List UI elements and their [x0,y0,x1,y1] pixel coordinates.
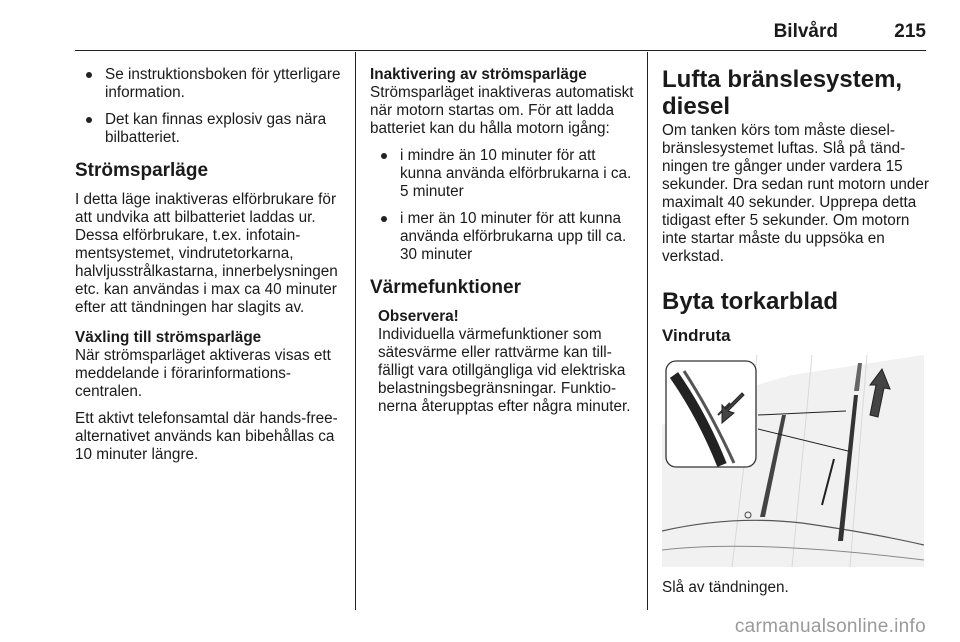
bullet-item: Det kan finnas explosiv gas nära bilbatteriet. [75,111,347,147]
column-3 [662,66,930,597]
bullet-item: Se instruktionsboken för ytterligare information. [75,66,347,102]
bullet-item: i mindre än 10 minuter för att kunna använda elförbrukarna i ca. 5 minuter [370,147,636,201]
subheading-inaktivering: Inaktivering av strömsparläge [370,66,587,83]
heading-lufta: Lufta bränslesystem, diesel [662,66,903,120]
column-1 [75,66,347,464]
section-title: Bilvård [773,21,838,42]
paragraph-vaxling: När strömsparläget aktiveras visas ett meddelande i förarinformationscentralen. [75,347,331,400]
watermark: carmanualsonline.info [734,616,926,637]
page-number: 215 [894,21,926,42]
paragraph-intro: I detta läge inaktiveras elförbrukare för att undvika att bilbatteriet laddas ur. Dessa elförbrukare, t.ex. infotainmentsystemet, vindrutetorkarna, halvljusstrålkastarna, innerbelysningen etc. kan användas i max ca 40 minuter efter att tändningen har slagits av. [75,191,338,316]
heading-varmefunktioner: Värmefunktioner [370,277,521,298]
subheading-vindruta: Vindruta [662,326,731,345]
paragraph-inaktivering: Strömsparläget inaktiveras automatiskt när motorn startas om. För att ladda batteriet kan du hålla motorn igång: [370,84,634,137]
paragraph-phone: Ett aktivt telefonsamtal där hands-free-alternativet används kan bibehållas ca 10 minuter längre. [75,410,338,463]
paragraph-lufta: Om tanken körs tom måste dieselbränslesystemet luftas. Slå på tändningen tre gånger under vardera 15 sekunder. Dra sedan runt motorn under maximalt 40 sekunder. Upprepa detta tidigast efter 5 sekunder. Om motorn inte startar måste du uppsöka en verkstad. [662,122,930,265]
column-divider-2 [647,52,648,610]
wiper-blade-illustration [662,355,924,567]
subheading-vaxling: Växling till strömsparläge [75,329,262,346]
note-title: Observera! [378,308,459,325]
heading-byta-torkarblad: Byta torkarblad [662,288,839,315]
column-2 [370,66,636,416]
note-text: Individuella värmefunktioner som sätesvärme eller rattvärme kan tillfälligt vara otillgängliga vid elektriska belastningsbegränsningar. Funktionerna återupptas efter några minuter. [378,326,631,415]
note-box [370,308,636,416]
caption-sla-av: Slå av tändningen. [662,579,789,596]
column-divider-1 [355,52,356,610]
bullet-item: i mer än 10 minuter för att kunna använda elförbrukarna upp till ca. 30 minuter [370,210,636,264]
heading-stromsparlage: Strömsparläge [75,160,209,181]
header-rule [75,50,926,51]
